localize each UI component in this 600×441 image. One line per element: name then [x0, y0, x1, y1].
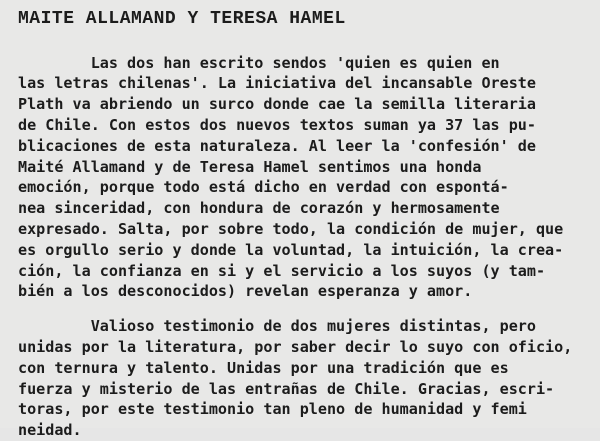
article-paragraph-1	[18, 53, 590, 303]
paragraph-line: de Chile. Con estos dos nuevos textos suman ya 37 las pu-	[18, 115, 536, 134]
article-paragraph-2	[18, 316, 590, 441]
paragraph-line: neidad.	[18, 421, 82, 440]
paragraph-line: blicaciones de esta naturaleza. Al leer la 'confesión' de	[18, 136, 536, 155]
paragraph-line: bién a los desconocidos) revelan esperanza y amor.	[18, 282, 473, 301]
paragraph-line: nea sinceridad, con hondura de corazón y hermosamente	[18, 199, 500, 218]
paragraph-line: ción, la confianza en si y el servicio a los suyos (y tam-	[18, 261, 546, 280]
paragraph-line: Maité Allamand y de Teresa Hamel sentimos una honda	[18, 157, 482, 176]
paragraph-line: Plath va abriendo un surco donde cae la semilla literaria	[18, 95, 536, 114]
paragraph-line: es orgullo serio y donde la voluntad, la intuición, la crea-	[18, 240, 564, 259]
paragraph-line: las letras chilenas'. La iniciativa del incansable Oreste	[18, 74, 536, 93]
paragraph-line: expresado. Salta, por sobre todo, la condición de mujer, que	[18, 219, 564, 238]
article-title: MAITE ALLAMAND Y TERESA HAMEL	[18, 9, 346, 29]
paragraph-line: toras, por este testimonio tan pleno de humanidad y femi	[18, 400, 527, 419]
paragraph-line: unidas por la literatura, por saber decir lo suyo con oficio,	[18, 337, 573, 356]
paragraph-line: Las dos han escrito sendos 'quien es quien en	[18, 53, 500, 72]
paragraph-line: Valioso testimonio de dos mujeres distintas, pero	[18, 317, 536, 336]
paragraph-line: con ternura y talento. Unidas por una tradición que es	[18, 358, 509, 377]
paragraph-line: fuerza y misterio de las entrañas de Chile. Gracias, escri-	[18, 379, 555, 398]
paragraph-line: emoción, porque todo está dicho en verdad con espontá-	[18, 178, 509, 197]
